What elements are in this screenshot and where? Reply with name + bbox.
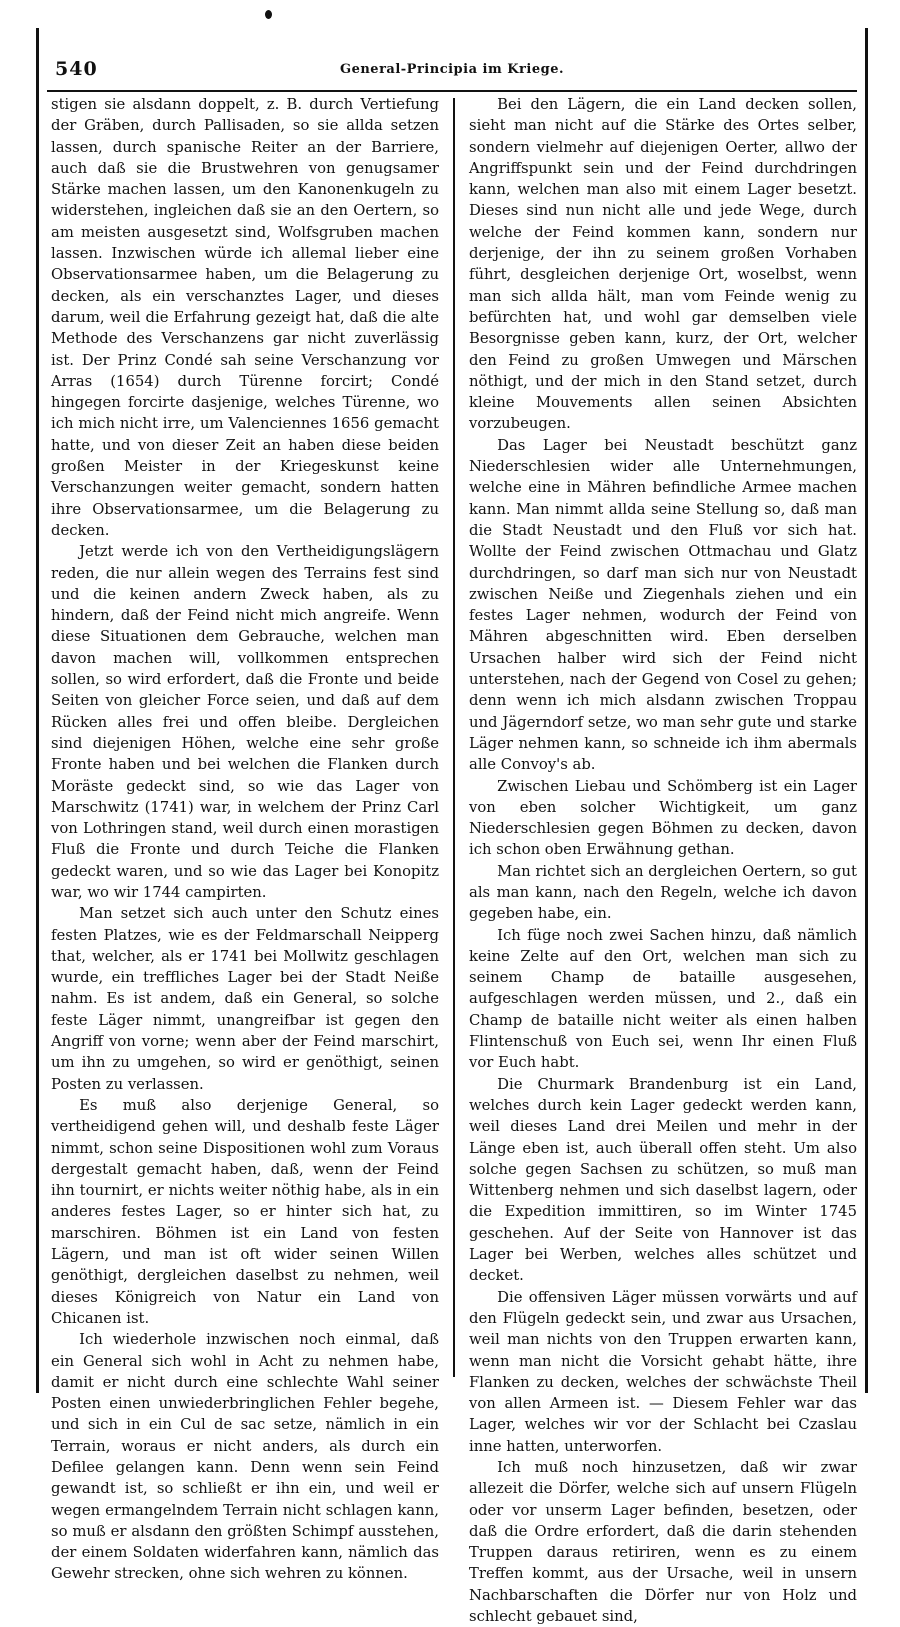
page-number: 540 — [55, 58, 98, 80]
running-title: General-Principia im Kriege. — [339, 62, 564, 77]
right-paragraph-2: Das Lager bei Neustadt beschützt ganz Niederschlesien wider alle Unternehmungen, welche eine in Mähren befindliche Armee machen kann. Man nimmt allda seine Stellung so, daß man die Stadt Neustadt und den Fluß vor sich hat. Wollte der Feind zwischen Ottmachau und Glatz durchdringen, so darf man sich nur von Neustadt zwischen Neiße und Ziegenhals ziehen und ein festes Lager nehmen, wodurch der Feind von Mähren abgeschnitten wird. Eben derselben Ursachen halber wird sich der Feind nicht unterstehen, nach der Gegend von Cosel zu gehen; denn wenn ich mich alsdann zwischen Troppau und Jägerndorf setze, wo man sehr gute und starke Läger nehmen kann, so schneide ich ihm abermals alle Convoy's ab. — [469, 436, 857, 774]
right-paragraph-1: Bei den Lägern, die ein Land decken sollen, sieht man nicht auf die Stärke des Ortes selber, sondern vielmehr auf diejenigen Oerter, allwo der Angriffspunkt sein und der Feind durchdringen kann, welchen man also mit einem Lager besetzt. Dieses sind nun nicht alle und jede Wege, durch welche der Feind kommen kann, sondern nur derjenige, der ihn zu seinem großen Vorhaben führt, desgleichen derjenige Ort, woselbst, wenn man sich allda hält, man vom Feinde wenig zu befürchten hat, und wohl gar demselben viele Besorgnisse geben kann, kurz, der Ort, welcher den Feind zu großen Umwegen und Märschen nöthigt, und der mich in den Stand setzet, durch kleine Mouvements allen seinen Absichten vorzubeugen. — [469, 96, 857, 433]
left-paragraph-5: Ich wiederhole inzwischen noch einmal, daß ein General sich wohl in Acht zu nehmen habe, damit er nicht durch eine schlechte Wahl seiner Posten einen unwiederbringlichen Fehler begehe, und sich in ein Cul de sac setze, nämlich in ein Terrain, woraus er nicht anders, als durch ein Defilee gelangen kann. Denn wenn sein Feind gewandt ist, so schließt er ihn ein, und weil er wegen ermangelndem Terrain nicht schlagen kann, so muß er alsdann den größten Schimpf ausstehen, der einem Soldaten widerfahren kann, nämlich das Gewehr strecken, ohne sich wehren zu können. — [51, 1331, 439, 1583]
left-paragraph-3: Man setzet sich auch unter den Schutz eines festen Platzes, wie es der Feldmarschall Neipperg that, welcher, als er 1741 bei Mollwitz geschlagen wurde, ein treffliches Lager bei der Stadt Neiße nahm. Es ist andem, daß ein General, so solche feste Läger nimmt, unangreifbar ist gegen den Angriff von vorne; wenn aber der Feind marschirt, um ihn zu umgehen, so wird er genöthigt, seinen Posten zu verlassen. — [51, 905, 439, 1093]
right-paragraph-4: Man richtet sich an dergleichen Oertern, so gut als man kann, nach den Regeln, welche ich davon gegeben habe, ein. — [469, 862, 857, 923]
text-columns — [51, 94, 857, 1626]
left-paragraph-1: stigen sie alsdann doppelt, z. B. durch Vertiefung der Gräben, durch Pallisaden, so sie allda setzen lassen, durch spanische Reiter an der Barriere, auch daß sie die Brustwehren von genugsamer Stärke machen lassen, um den Kanonenkugeln zu widerstehen, ingleichen daß sie an den Oertern, so am meisten ausgesetzt sind, Wolfsgruben machen lassen. Inzwischen würde ich allemal lieber eine Observationsarmee haben, um die Belagerung zu decken, als ein verschanztes Lager, und dieses darum, weil die Erfahrung gezeigt hat, daß die alte Methode des Verschanzens gar nicht zuverlässig ist. Der Prinz Condé sah seine Verschanzung vor Arras (1654) durch Türenne forcirt; Condé hingegen forcirte dasjenige, welches Türenne, wo ich mich nicht irre, um Valenciennes 1656 gemacht hatte, und von dieser Zeit an haben diese beiden großen Meister in der Kriegeskunst keine Verschanzungen weiter gemacht, sondern hatten ihre Observationsarmee, um die Belagerung zu decken. — [51, 96, 439, 539]
right-paragraph-7: Die offensiven Läger müssen vorwärts und auf den Flügeln gedeckt sein, und zwar aus Ursachen, weil man nichts von den Truppen erwarten kann, wenn man nicht die Vorsicht gehabt hätte, ihre Flanken zu decken, welches der schwächste Theil von allen Armeen ist. — Diesem Fehler war das Lager, welches wir vor der Schlacht bei Czaslau inne hatten, unterworfen. — [469, 1288, 857, 1455]
book-page — [36, 28, 868, 1626]
right-paragraph-6: Die Churmark Brandenburg ist ein Land, welches durch kein Lager gedeckt werden kann, weil dieses Land drei Meilen und mehr in der Länge eben ist, auch überall offen steht. Um also solche gegen Sachsen zu schützen, so muß man Wittenberg nehmen und sich daselbst lagern, oder die Expedition immittiren, so im Winter 1745 geschehen. Auf der Seite von Hannover ist das Lager bei Werben, welches alles schützet und decket. — [469, 1075, 857, 1285]
ink-dot-mark — [265, 10, 272, 19]
left-paragraph-4: Es muß also derjenige General, so vertheidigend gehen will, und deshalb feste Läger nimmt, schon seine Dispositionen wohl zum Voraus dergestalt gemacht haben, daß, wenn der Feind ihn tournirt, er nichts weiter nöthig habe, als in ein anderes festes Lager, so er hinter sich hat, zu marschiren. Böhmen ist ein Land von festen Lägern, und man ist oft wider seinen Willen genöthigt, dergleichen daselbst zu nehmen, weil dieses Königreich von Natur ein Land von Chicanen ist. — [51, 1096, 439, 1327]
page-header — [47, 44, 857, 92]
left-paragraph-2: Jetzt werde ich von den Vertheidigungslägern reden, die nur allein wegen des Terrains fest sind und die keinen andern Zweck haben, als zu hindern, daß der Feind nicht mich angreife. Wenn diese Situationen dem Gebrauche, welchen man davon machen will, vollkommen entsprechen sollen, so wird erfordert, daß die Fronte und beide Seiten von gleicher Force seien, und daß auf dem Rücken alles frei und offen bleibe. Dergleichen sind diejenigen Höhen, welche eine sehr große Fronte haben und bei welchen die Flanken durch Moräste gedeckt sind, so wie das Lager von Marschwitz (1741) war, in welchem der Prinz Carl von Lothringen stand, weil durch einen morastigen Fluß die Fronte und durch Teiche die Flanken gedeckt waren, und so wie das Lager bei Konopitz war, wo wir 1744 campirten. — [51, 543, 439, 901]
right-paragraph-8: Ich muß noch hinzusetzen, daß wir zwar allezeit die Dörfer, welche sich auf unsern Flügeln oder vor unserm Lager befinden, besetzen, oder daß die Ordre erfordert, daß die darin stehenden Truppen daraus retiriren, wenn es zu einem Treffen kommt, aus der Ursache, weil in unsern Nachbarschaften die Dörfer nur von Holz und schlecht gebauet sind, — [469, 1459, 857, 1626]
right-paragraph-5: Ich füge noch zwei Sachen hinzu, daß nämlich keine Zelte auf den Ort, welchen man sich zu seinem Champ de bataille ausgesehen, aufgeschlagen werden müssen, und 2., daß ein Champ de bataille nicht weiter als einen halben Flintenschuß von Euch sei, wenn Ihr einen Fluß vor Euch habt. — [469, 926, 857, 1072]
right-column — [455, 94, 857, 1626]
right-paragraph-3: Zwischen Liebau und Schömberg ist ein Lager von eben solcher Wichtigkeit, um ganz Niederschlesien gegen Böhmen zu decken, davon ich schon oben Erwähnung gethan. — [469, 777, 857, 859]
left-column — [51, 94, 453, 1583]
